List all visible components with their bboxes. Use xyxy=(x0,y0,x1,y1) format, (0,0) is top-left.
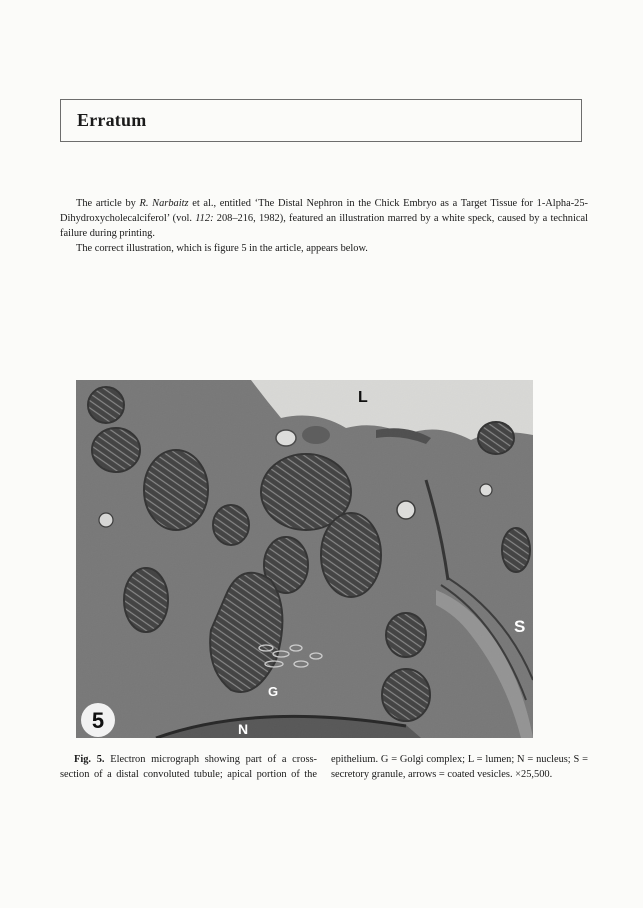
intro-text xyxy=(60,196,588,256)
intro-p1-before-author: The article by xyxy=(76,198,140,209)
erratum-header-box xyxy=(60,99,582,142)
caption-paragraph xyxy=(60,752,588,782)
label-secretory-granule: S xyxy=(514,617,526,636)
label-lumen: L xyxy=(358,389,368,406)
intro-paragraph-1 xyxy=(60,196,588,241)
author-name: R. Narbaitz xyxy=(139,198,189,209)
micrograph-image xyxy=(76,380,533,738)
caption-text: Electron micrograph showing part of a cross-section of a distal convoluted tubule; apical portion of the epithelium. G = Golgi complex; L = lumen; N = nucleus; S = secretory granule, arrows = coated vesicles. ×25,500. xyxy=(60,754,588,780)
intro-paragraph-2: The correct illustration, which is figure 5 in the article, appears below. xyxy=(76,243,368,254)
label-golgi: G xyxy=(268,684,279,699)
figure-number: 5 xyxy=(91,708,105,733)
intro-p1-after-author: et al., entitled ‘The Distal Nephron in the Chick Embryo as a Target Tissue for 1-Alpha-25-Dihydroxycholecalciferol’ (vol. xyxy=(60,198,589,224)
electron-micrograph xyxy=(76,380,533,738)
intro-p1-after-volume: 208–216, 1982), featured an illustration marred by a white speck, caused by a technical failure during printing. xyxy=(60,213,589,239)
label-nucleus: N xyxy=(238,721,249,737)
caption-figure-label: Fig. 5. xyxy=(74,754,105,765)
volume-number: 112: xyxy=(195,213,214,224)
figure-caption xyxy=(60,752,588,782)
page-title: Erratum xyxy=(77,110,147,130)
